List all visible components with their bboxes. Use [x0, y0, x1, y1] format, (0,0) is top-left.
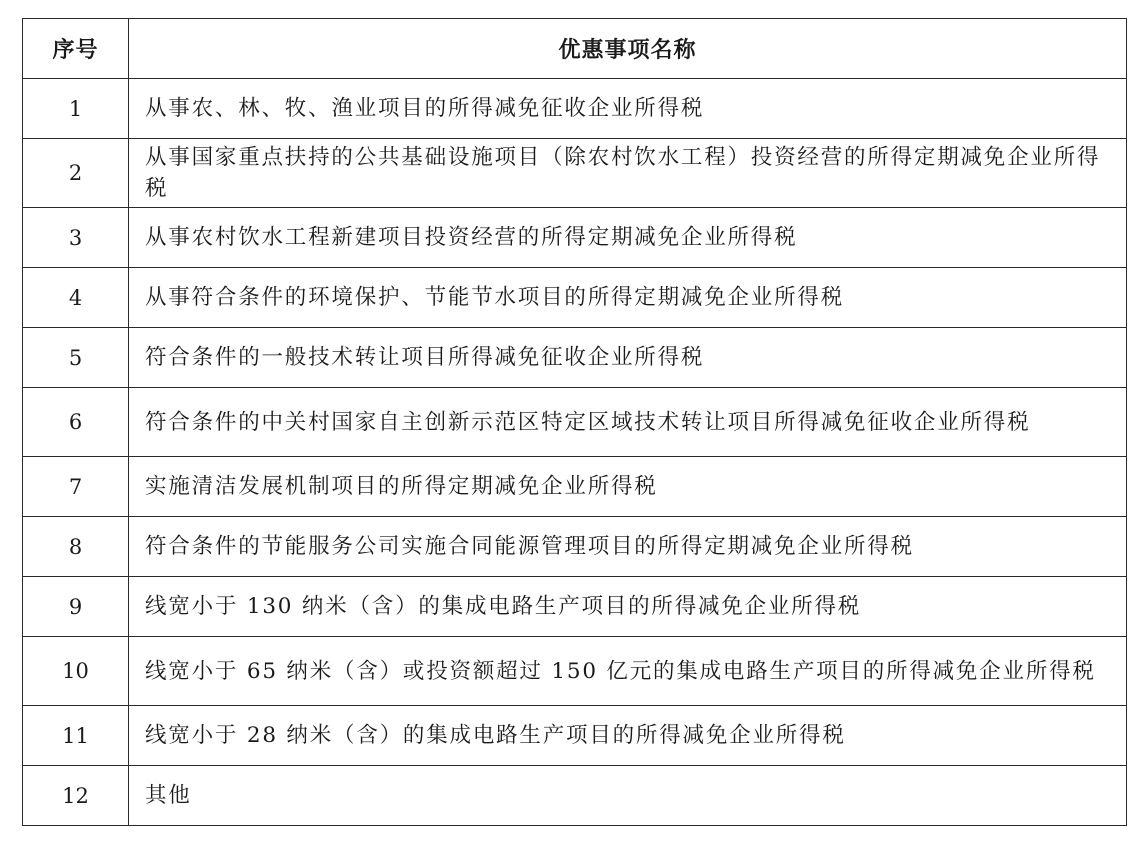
row-item-name: 从事农、林、牧、渔业项目的所得减免征收企业所得税 [129, 79, 1127, 139]
table-header-row [23, 19, 1127, 79]
row-number: 11 [23, 706, 129, 766]
row-number: 5 [23, 328, 129, 388]
row-item-name: 符合条件的中关村国家自主创新示范区特定区域技术转让项目所得减免征收企业所得税 [129, 388, 1127, 457]
preferential-items-table [22, 18, 1127, 826]
row-number: 12 [23, 766, 129, 826]
row-number: 8 [23, 517, 129, 577]
table-row [23, 577, 1127, 637]
row-item-name: 线宽小于 65 纳米（含）或投资额超过 150 亿元的集成电路生产项目的所得减免企业所得税 [129, 637, 1127, 706]
row-item-name: 线宽小于 130 纳米（含）的集成电路生产项目的所得减免企业所得税 [129, 577, 1127, 637]
table-row [23, 328, 1127, 388]
row-number: 4 [23, 268, 129, 328]
row-number: 10 [23, 637, 129, 706]
row-number: 6 [23, 388, 129, 457]
header-item-name: 优惠事项名称 [129, 19, 1127, 79]
row-number: 2 [23, 139, 129, 208]
table-row [23, 388, 1127, 457]
table-row [23, 79, 1127, 139]
row-item-name: 其他 [129, 766, 1127, 826]
row-item-name: 实施清洁发展机制项目的所得定期减免企业所得税 [129, 457, 1127, 517]
table-row [23, 706, 1127, 766]
row-item-name: 从事符合条件的环境保护、节能节水项目的所得定期减免企业所得税 [129, 268, 1127, 328]
table-row [23, 766, 1127, 826]
row-item-name: 从事农村饮水工程新建项目投资经营的所得定期减免企业所得税 [129, 208, 1127, 268]
row-number: 9 [23, 577, 129, 637]
row-item-name: 符合条件的一般技术转让项目所得减免征收企业所得税 [129, 328, 1127, 388]
table-row [23, 268, 1127, 328]
table-row [23, 457, 1127, 517]
header-serial-number: 序号 [23, 19, 129, 79]
row-number: 1 [23, 79, 129, 139]
table-row [23, 208, 1127, 268]
table-row [23, 517, 1127, 577]
row-item-name: 从事国家重点扶持的公共基础设施项目（除农村饮水工程）投资经营的所得定期减免企业所得税 [129, 139, 1127, 208]
row-number: 3 [23, 208, 129, 268]
row-number: 7 [23, 457, 129, 517]
table-row [23, 139, 1127, 208]
row-item-name: 符合条件的节能服务公司实施合同能源管理项目的所得定期减免企业所得税 [129, 517, 1127, 577]
table-row [23, 637, 1127, 706]
row-item-name: 线宽小于 28 纳米（含）的集成电路生产项目的所得减免企业所得税 [129, 706, 1127, 766]
